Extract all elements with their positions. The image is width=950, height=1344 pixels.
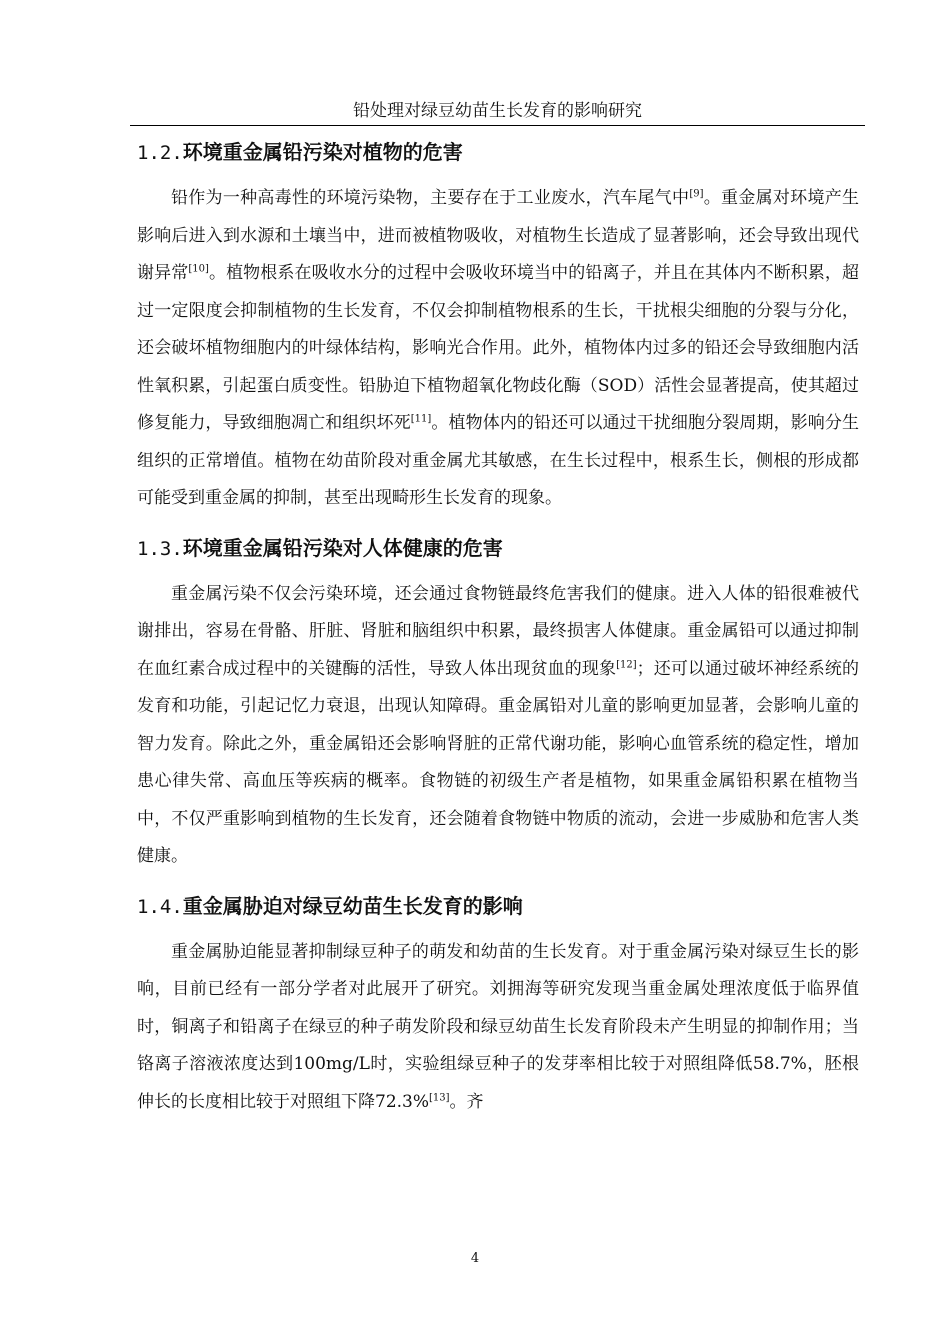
- section-1-2: [137, 128, 859, 524]
- header-rule: [130, 125, 865, 126]
- running-header: 铅处理对绿豆幼苗生长发育的影响研究: [353, 101, 642, 121]
- section-number: 1.2.: [137, 142, 183, 164]
- section-paragraph: [137, 572, 859, 882]
- page-number: 4: [470, 1251, 480, 1266]
- citation-ref: [10]: [188, 263, 209, 275]
- section-number: 1.3.: [137, 537, 183, 560]
- text-run: 。齐: [449, 1091, 484, 1112]
- section-1-4: [137, 882, 859, 1128]
- citation-ref: [12]: [616, 658, 637, 670]
- section-heading: [137, 524, 859, 572]
- text-run: 。植物根系在吸收水分的过程中会吸收环境当中的铅离子，并且在其体内不断积累，超过一定限度会抑制植物的生长发育，不仅会抑制植物根系的生长，干扰根尖细胞的分裂与分化，还会破坏植物细胞内的叶绿体结构，影响光合作用。此外，植物体内过多的铅还会导致细胞内活性氧积累，引起蛋白质变性。铅胁迫下植物超氧化物歧化酶（SOD）活性会显著提高，使其超过修复能力，导致细胞凋亡和组织坏死: [137, 263, 859, 433]
- section-heading: [137, 128, 859, 176]
- citation-ref: [11]: [410, 413, 432, 425]
- text-run: 重金属污染不仅会污染环境，还会通过食物链最终危害我们的健康。进入人体的铅很难被代谢排出，容易在骨骼、肝脏、肾脏和脑组织中积累，最终损害人体健康。重金属铅可以通过抑制在血红素合成过程中的关键酶的活性，导致人体出现贫血的现象: [137, 583, 859, 679]
- section-title: 环境重金属铅污染对人体健康的危害: [182, 535, 503, 560]
- section-1-3: [137, 524, 859, 882]
- section-heading: [137, 882, 859, 930]
- text-run: 。植物体内的铅还可以通过干扰细胞分裂周期，影响分生组织的正常增值。植物在幼苗阶段对重金属尤其敏感，在生长过程中，根系生长，侧根的形成都可能受到重金属的抑制，甚至出现畸形生长发育的现象。: [137, 413, 860, 508]
- citation-ref: [13]: [429, 1091, 450, 1103]
- section-paragraph: [137, 930, 859, 1128]
- text-run: 。重金属对环境产生影响后进入到水源和土壤当中，进而被植物吸收，对植物生长造成了显著影响，还会导致出现代谢异常: [137, 188, 859, 283]
- main-content: [137, 128, 859, 1127]
- citation-ref: [9]: [689, 188, 704, 200]
- text-run: 铅作为一种高毒性的环境污染物，主要存在于工业废水，汽车尾气中: [171, 188, 690, 208]
- text-run: ；还可以通过破坏神经系统的发育和功能，引起记忆力衰退，出现认知障碍。重金属铅对儿童的影响更加显著，会影响儿童的智力发育。除此之外，重金属铅还会影响肾脏的正常代谢功能，影响心血管系统的稳定性，增加患心律失常、高血压等疾病的概率。食物链的初级生产者是植物，如果重金属铅积累在植物当中，不仅严重影响到植物的生长发育，还会随着食物链中物质的流动，会进一步威胁和危害人类健康。: [137, 658, 860, 866]
- section-number: 1.4.: [137, 895, 183, 918]
- section-title: 重金属胁迫对绿豆幼苗生长发育的影响: [182, 893, 523, 918]
- section-paragraph: [137, 176, 859, 524]
- text-run: 重金属胁迫能显著抑制绿豆种子的萌发和幼苗的生长发育。对于重金属污染对绿豆生长的影响，目前已经有一部分学者对此展开了研究。刘拥海等研究发现当重金属处理浓度低于临界值时，铜离子和铅离子在绿豆的种子萌发阶段和绿豆幼苗生长发育阶段未产生明显的抑制作用；当铬离子溶液浓度达到100mg/L时，实验组绿豆种子的发芽率相比较于对照组降低58.7%，胚根伸长的长度相比较于对照组下降72.3%: [137, 941, 859, 1112]
- section-title: 环境重金属铅污染对植物的危害: [182, 140, 463, 164]
